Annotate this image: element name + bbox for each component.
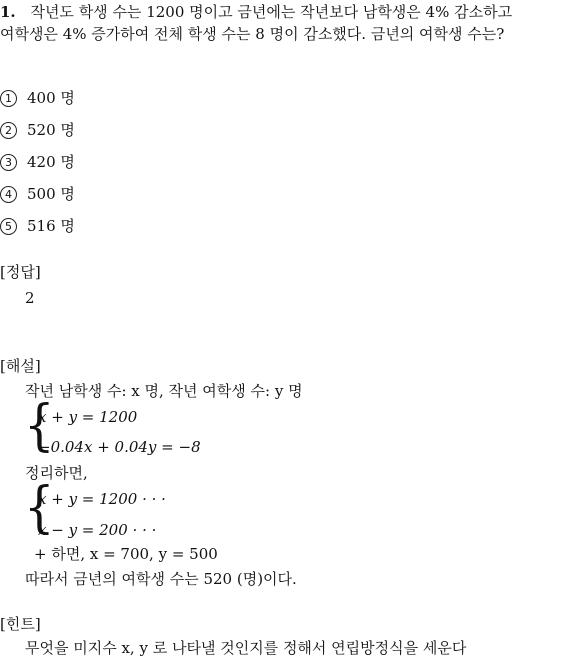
- choice-marker: 3: [0, 154, 17, 171]
- explanation-line-1: 작년 남학생 수: x 명, 작년 여학생 수: y 명: [25, 382, 303, 400]
- answer-value: 2: [25, 289, 35, 307]
- choice-marker: 2: [0, 122, 17, 139]
- choice-3[interactable]: [0, 152, 75, 172]
- question-text-1: 작년도 학생 수는 1200 명이고 금년에는 작년보다 남학생은 4% 감소하고: [30, 3, 513, 21]
- hint-label: [힌트]: [0, 615, 41, 633]
- choice-text: 500 명: [27, 185, 75, 203]
- choice-marker: 5: [0, 218, 17, 235]
- choice-marker: 4: [0, 186, 17, 203]
- system2-equation-1: x + y = 1200 · · ·: [38, 490, 166, 508]
- choice-text: 516 명: [27, 217, 75, 235]
- choice-5[interactable]: [0, 216, 75, 236]
- choice-text: 420 명: [27, 153, 75, 171]
- explanation-line-4: 따라서 금년의 여학생 수는 520 (명)이다.: [25, 570, 297, 588]
- choice-text: 400 명: [27, 89, 75, 107]
- explanation-label: [해설]: [0, 357, 41, 375]
- question-number: 1.: [0, 3, 16, 21]
- answer-label: [정답]: [0, 263, 41, 281]
- choice-marker: 1: [0, 90, 17, 107]
- left-brace-1: {: [24, 393, 55, 458]
- explanation-line-2: 정리하면,: [25, 464, 88, 482]
- system1-equation-2: −0.04x + 0.04y = −8: [38, 438, 201, 456]
- system2-equation-2: x − y = 200 · · ·: [38, 521, 157, 539]
- system1-equation-1: x + y = 1200: [38, 408, 138, 426]
- question-line-1: [0, 2, 512, 22]
- hint-text: 무엇을 미지수 x, y 로 나타낼 것인지를 정해서 연립방정식을 세운다: [25, 639, 467, 657]
- explanation-line-3: + 하면, x = 700, y = 500: [34, 545, 218, 563]
- question-text-2: 여학생은 4% 증가하여 전체 학생 수는 8 명이 감소했다. 금년의 여학생 수는?: [0, 25, 505, 43]
- choice-2[interactable]: [0, 120, 75, 140]
- choice-4[interactable]: [0, 184, 75, 204]
- left-brace-2: {: [24, 475, 55, 540]
- choice-1[interactable]: [0, 88, 75, 108]
- choice-text: 520 명: [27, 121, 75, 139]
